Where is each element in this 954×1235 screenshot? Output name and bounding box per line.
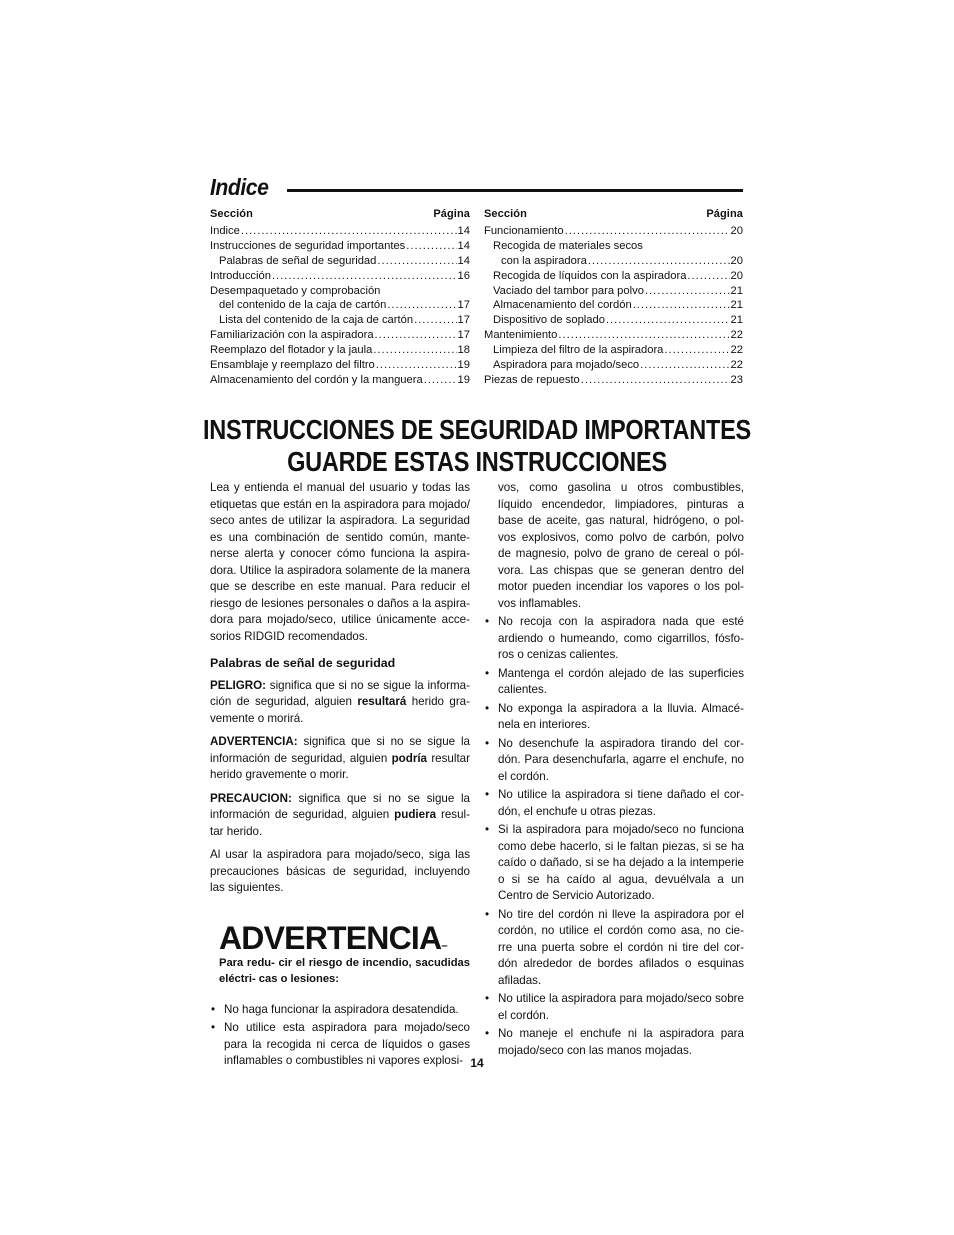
advertencia-definition xyxy=(210,734,470,784)
toc-row xyxy=(484,269,743,284)
toc-entry-page: 14 xyxy=(457,224,470,237)
toc-dot-leader xyxy=(375,328,457,343)
toc-entry-page: 22 xyxy=(730,359,743,372)
bullet-item: • No utilice la aspiradora para mojado/seco sobre el cordón. xyxy=(484,991,744,1024)
toc-entry-label: Funcionamiento xyxy=(484,224,564,237)
toc-entry-label: Almacenamiento del cordón xyxy=(493,299,632,312)
index-title-rule xyxy=(287,189,743,192)
left-body-column xyxy=(210,480,470,1072)
toc-entry-page: 18 xyxy=(457,344,470,357)
toc-entry-label: Aspiradora para mojado/seco xyxy=(493,359,640,372)
toc-dot-leader xyxy=(414,313,456,328)
toc-entry-page: 21 xyxy=(730,314,743,327)
toc-dot-leader xyxy=(558,328,729,343)
toc-dot-leader xyxy=(387,298,456,313)
toc-entry-label: Reemplazo del flotador y la jaula xyxy=(210,344,373,357)
toc-entry-label: Familiarización con la aspiradora xyxy=(210,329,374,342)
toc-entry-page: 22 xyxy=(730,329,743,342)
toc-entry-page: 17 xyxy=(457,299,470,312)
toc-entry-label: Ensamblaje y reemplazo del filtro xyxy=(210,359,375,372)
advertencia-emphasis: podría xyxy=(391,751,428,765)
toc-entry-label: Introducción xyxy=(210,269,271,282)
toc-row xyxy=(484,343,743,358)
toc-entry-label: Desempaquetado y comprobación xyxy=(210,284,381,297)
toc-row xyxy=(484,284,743,299)
toc-entry-label: Palabras de señal de seguridad xyxy=(219,254,377,267)
toc-left-page-header: Página xyxy=(433,208,470,220)
toc-entry-page: 14 xyxy=(457,254,470,267)
toc-row xyxy=(210,328,470,343)
peligro-term: PELIGRO: xyxy=(210,678,267,692)
warning-word: ADVERTENCIA xyxy=(219,919,442,956)
toc-dot-leader xyxy=(424,373,457,388)
toc-entry-page: 22 xyxy=(730,344,743,357)
toc-entry-page: 17 xyxy=(457,329,470,342)
toc-row xyxy=(210,224,470,239)
toc-entry-label: Indice xyxy=(210,224,240,237)
precaucion-definition xyxy=(210,791,470,841)
toc-dot-leader xyxy=(373,343,456,358)
precaucion-text-1: significa que si no se sigue la información de seguridad, alguien xyxy=(210,791,470,821)
bullet-item: • No recoja con la aspiradora nada que esté ardiendo o humeando, como cigarrillos, fósfo- ros o cenizas calientes. xyxy=(484,614,744,664)
intro-paragraph: Lea y entienda el manual del usuario y todas las etiquetas que están en la aspiradora para mojado/ seco antes de utilizar la aspiradora. La seguridad es una combinación de sentido común, mante- nerse alerta y conocer cómo funciona la aspira- dora. Utilice la aspiradora solamente de la manera que se describe en este manual. Para reducir el riesgo de lesiones personales o daños a la aspira- dora para mojado/seco, utilice únicamente acce- sorios RIDGID recomendados. xyxy=(210,481,470,643)
toc-dot-leader xyxy=(640,358,729,373)
peligro-text-1: significa que si no se sigue la informa- ción de seguridad, alguien xyxy=(210,678,470,708)
toc-entry-label: Vaciado del tambor para polvo xyxy=(493,284,644,297)
toc-row xyxy=(210,298,470,313)
right-bullet-list xyxy=(484,614,744,1059)
toc-row xyxy=(484,358,743,373)
toc-entry-label: Limpieza del filtro de la aspiradora xyxy=(493,344,664,357)
toc-row xyxy=(210,343,470,358)
toc-entry-page: 19 xyxy=(457,373,470,386)
toc-entry-label: Instrucciones de seguridad importantes xyxy=(210,239,406,252)
toc-row xyxy=(484,254,743,269)
safety-heading-line2: GUARDE ESTAS INSTRUCCIONES xyxy=(287,446,667,477)
toc-row xyxy=(210,269,470,284)
bullet-item: • No utilice la aspiradora si tiene dañado el cor- dón, el enchufe u otras piezas. xyxy=(484,787,744,820)
toc-dot-leader xyxy=(664,343,729,358)
continued-bullet-text: vos, como gasolina u otros combustibles, líquido encendedor, limpiadores, pinturas a base de aceite, gas natural, hidrógeno, o pol- vos explosivos, como polvo de carbón, polvo de magnesio, polvo de grano de cereal o pól- vora. Las chispas que se generan dentro del motor pueden incendiar los vapores o los pol- vos inflamables. xyxy=(498,481,744,610)
toc-entry-label: Piezas de repuesto xyxy=(484,373,580,386)
toc-right-page-header: Página xyxy=(706,208,743,220)
safety-heading-line1: INSTRUCCIONES DE SEGURIDAD IMPORTANTES xyxy=(203,414,751,445)
warning-text: – Para redu- cir el riesgo de incendio, sacudidas eléctri- cas o lesiones: xyxy=(219,939,470,985)
toc-row xyxy=(210,358,470,373)
toc-right-column xyxy=(484,207,743,388)
toc-dot-leader xyxy=(565,224,730,239)
advertencia-term: ADVERTENCIA: xyxy=(210,735,298,748)
toc-entry-page: 21 xyxy=(730,299,743,312)
toc-dot-leader xyxy=(588,254,730,269)
toc-dot-leader xyxy=(376,358,457,373)
toc-row xyxy=(210,373,470,388)
toc-dot-leader xyxy=(241,224,457,239)
toc-row xyxy=(484,328,743,343)
toc-right-section-header: Sección xyxy=(484,208,527,220)
toc-left-column xyxy=(210,207,470,388)
basic-precautions-paragraph: Al usar la aspiradora para mojado/seco, siga las precauciones básicas de seguridad, incluyendo las siguientes. xyxy=(210,848,470,894)
toc-left-header xyxy=(210,207,470,222)
toc-entry-page: 19 xyxy=(457,359,470,372)
toc-entry-page: 20 xyxy=(730,224,743,237)
advertencia-text-2: resultar herido gravemente o morir. xyxy=(210,751,470,781)
bullet-item: • Si la aspiradora para mojado/seco no funciona como debe hacerlo, si le faltan piezas, si se ha caído o dañado, si se ha dejado a la intemperie o si se ha caído al agua, devuélvala a un Centro de Servicio Autorizado. xyxy=(484,822,744,905)
toc-row xyxy=(484,298,743,313)
toc-dot-leader xyxy=(272,269,457,284)
toc-left-rows xyxy=(210,224,470,388)
signal-words-heading: Palabras de señal de seguridad xyxy=(210,656,396,670)
bullet-item: • No exponga la aspiradora a la lluvia. Almacé- nela en interiores. xyxy=(484,701,744,734)
bullet-item: • No maneje el enchufe ni la aspiradora para mojado/seco con las manos mojadas. xyxy=(484,1026,744,1059)
right-body-column xyxy=(484,480,744,1061)
toc-row xyxy=(210,254,470,269)
toc-row xyxy=(484,313,743,328)
toc-entry-label: con la aspiradora xyxy=(501,254,587,267)
toc-row xyxy=(210,313,470,328)
toc-entry-page: 21 xyxy=(730,284,743,297)
precaucion-term: PRECAUCION: xyxy=(210,791,292,805)
toc-dot-leader xyxy=(687,269,729,284)
toc-entry-page: 16 xyxy=(457,269,470,282)
toc-row xyxy=(210,239,470,254)
toc-left-section-header: Sección xyxy=(210,208,253,220)
advertencia-text-1: significa que si no se sigue la información de seguridad, alguien xyxy=(210,735,470,765)
toc-entry-page: 17 xyxy=(457,314,470,327)
toc-dot-leader xyxy=(645,284,730,299)
page-number: 14 xyxy=(470,1056,484,1070)
toc-entry-label: Mantenimiento xyxy=(484,329,558,342)
peligro-definition xyxy=(210,678,470,728)
peligro-text-2: herido gra- vemente o morirá. xyxy=(210,695,470,725)
index-title: Indice xyxy=(210,174,269,200)
toc-entry-label: del contenido de la caja de cartón xyxy=(219,299,387,312)
toc-dot-leader xyxy=(377,254,456,269)
toc-entry-label: Recogida de líquidos con la aspiradora xyxy=(493,269,687,282)
warning-block xyxy=(210,921,470,988)
toc-entry-label: Almacenamiento del cordón y la manguera xyxy=(210,373,423,386)
precaucion-emphasis: pudiera xyxy=(394,808,437,821)
toc-right-rows xyxy=(484,224,743,388)
toc-entry-page: 14 xyxy=(457,239,470,252)
bullet-item: • No utilice esta aspiradora para mojado/seco para la recogida ni cerca de líquidos o gases inflamables o combustibles ni vapores explosi- xyxy=(210,1020,470,1070)
bullet-item: • No desenchufe la aspiradora tirando del cor- dón. Para desenchufarla, agarre el enchufe, no el cordón. xyxy=(484,736,744,786)
precaucion-text-2: resul- tar herido. xyxy=(210,808,470,838)
toc-entry-label: Recogida de materiales secos xyxy=(493,239,643,252)
bullet-item: • Mantenga el cordón alejado de las superficies calientes. xyxy=(484,666,744,699)
toc-row xyxy=(484,239,743,254)
toc-row xyxy=(484,373,743,388)
peligro-emphasis: resultará xyxy=(357,695,407,708)
toc-entry-page: 23 xyxy=(730,373,743,386)
toc-row xyxy=(484,224,743,239)
toc-entry-label: Lista del contenido de la caja de cartón xyxy=(219,314,414,327)
toc-dot-leader xyxy=(606,313,730,328)
toc-entry-page: 20 xyxy=(730,254,743,267)
toc-right-header xyxy=(484,207,743,222)
toc-dot-leader xyxy=(633,298,730,313)
toc-entry-page: 20 xyxy=(730,269,743,282)
bullet-item: • No tire del cordón ni lleve la aspiradora por el cordón, no utilice el cordón como asa, no cie- rre una puerta sobre el cordón ni tire del cor- dón alrededor de bordes afilados o esquinas afiladas. xyxy=(484,907,744,990)
bullet-item: • No haga funcionar la aspiradora desatendida. xyxy=(210,1002,470,1019)
toc-row xyxy=(210,284,470,299)
toc-entry-label: Dispositivo de soplado xyxy=(493,314,605,327)
toc-dot-leader xyxy=(581,373,730,388)
toc-dot-leader xyxy=(406,239,456,254)
